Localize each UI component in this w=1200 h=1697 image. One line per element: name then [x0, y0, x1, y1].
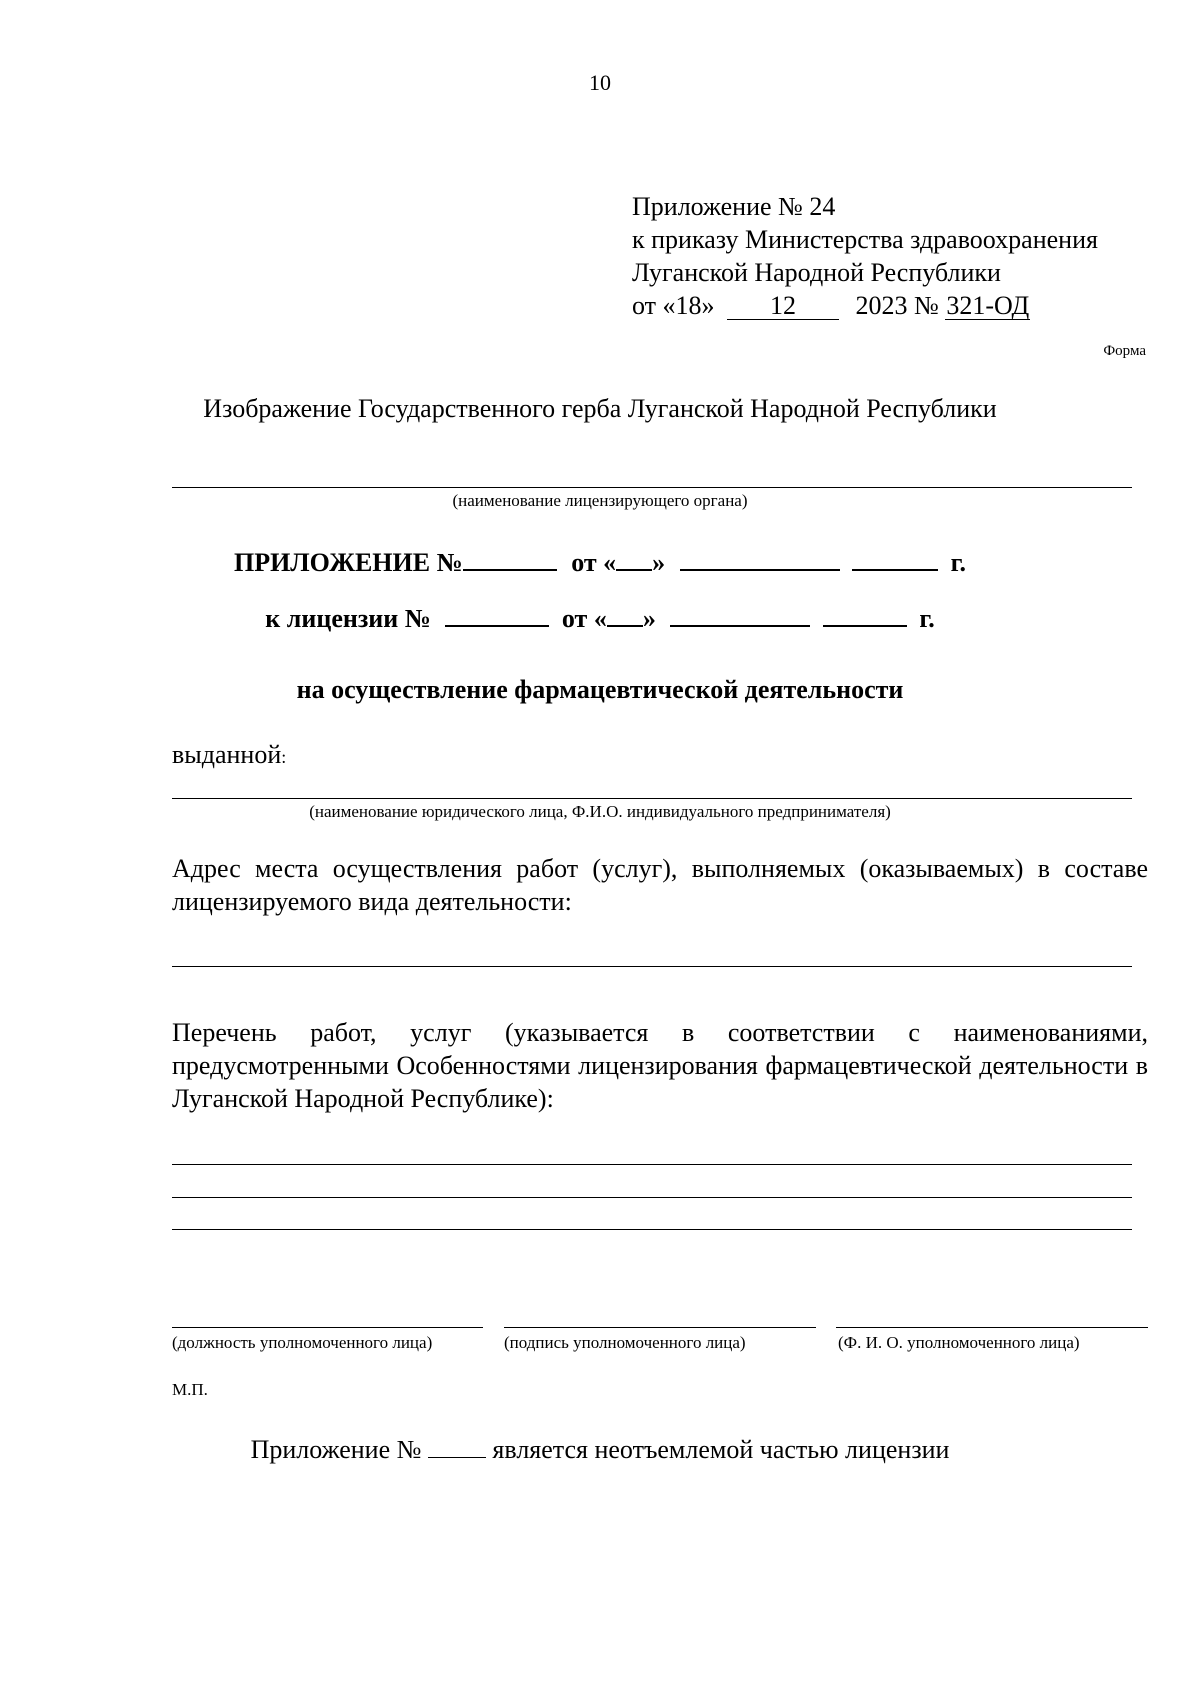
license-label: к лицензии №: [265, 604, 431, 633]
licensing-body-caption: (наименование лицензирующего органа): [452, 491, 748, 510]
name-line: [836, 1327, 1148, 1328]
issued-to: [172, 740, 286, 770]
appendix-heading: [0, 548, 1200, 578]
license-heading: [0, 604, 1200, 634]
annex-date-line: [632, 289, 1098, 322]
signature-line: [504, 1327, 816, 1328]
annex-date-month: 12: [727, 293, 839, 320]
license-month-blank: [670, 605, 810, 627]
appendix-number-blank: [463, 549, 557, 571]
annex-header: [632, 190, 1098, 322]
works-line-2: [172, 1197, 1132, 1198]
works-paragraph: Перечень работ, услуг (указывается в соответствии с наименованиями, предусмотренными Особенностями лицензирования фармацевтической деятельности в Луганской Народной Республике):: [172, 1018, 1148, 1113]
annex-order-number: 321-ОД: [946, 291, 1030, 320]
license-number-blank: [445, 605, 549, 627]
annex-date-year: 2023 №: [855, 291, 939, 320]
position-line: [172, 1327, 483, 1328]
appendix-close-quote: »: [652, 548, 666, 577]
license-year-suffix: г.: [919, 604, 935, 633]
appendix-day-blank: [616, 549, 652, 571]
issued-colon: :: [281, 747, 287, 767]
works-line-1: [172, 1164, 1132, 1165]
activity-heading: на осуществление фармацевтической деятельности: [296, 675, 904, 704]
appendix-year-suffix: г.: [950, 548, 967, 577]
license-close-quote: »: [642, 604, 656, 633]
appendix-month-blank: [680, 549, 840, 571]
coat-of-arms-placeholder: Изображение Государственного герба Луганской Народной Республики: [203, 394, 997, 423]
name-caption: (Ф. И. О. уполномоченного лица): [838, 1333, 1080, 1352]
appendix-label: ПРИЛОЖЕНИЕ №: [233, 548, 463, 577]
works-line-3: [172, 1229, 1132, 1230]
annex-line-3: Луганской Народной Республики: [632, 258, 1001, 287]
issued-label: выданной: [172, 740, 282, 769]
position-caption: (должность уполномоченного лица): [172, 1333, 433, 1352]
license-year-blank: [823, 605, 907, 627]
address-paragraph: Адрес места осуществления работ (услуг), выполняемых (оказываемых) в составе лицензируемого вида деятельности:: [172, 854, 1148, 916]
license-from: от «: [561, 604, 607, 633]
appendix-from: от «: [571, 548, 617, 577]
final-number-blank: [428, 1437, 486, 1458]
appendix-year-blank: [852, 549, 938, 571]
annex-date-prefix: от «18»: [632, 291, 715, 320]
entity-line: [172, 798, 1132, 799]
annex-line-2: к приказу Министерства здравоохранения: [632, 225, 1098, 254]
final-statement: [0, 1435, 1200, 1465]
licensing-body-line: [172, 487, 1132, 488]
signature-caption: (подпись уполномоченного лица): [504, 1333, 746, 1352]
page-number: 10: [589, 70, 611, 95]
annex-line-1: Приложение № 24: [632, 192, 836, 221]
address-line: [172, 966, 1132, 967]
final-prefix: Приложение №: [250, 1435, 422, 1464]
stamp-place-label: М.П.: [172, 1380, 208, 1399]
form-label: Форма: [1103, 343, 1146, 359]
license-day-blank: [607, 605, 643, 627]
final-suffix: является неотъемлемой частью лицензии: [492, 1435, 950, 1464]
entity-caption: (наименование юридического лица, Ф.И.О. индивидуального предпринимателя): [309, 802, 891, 821]
